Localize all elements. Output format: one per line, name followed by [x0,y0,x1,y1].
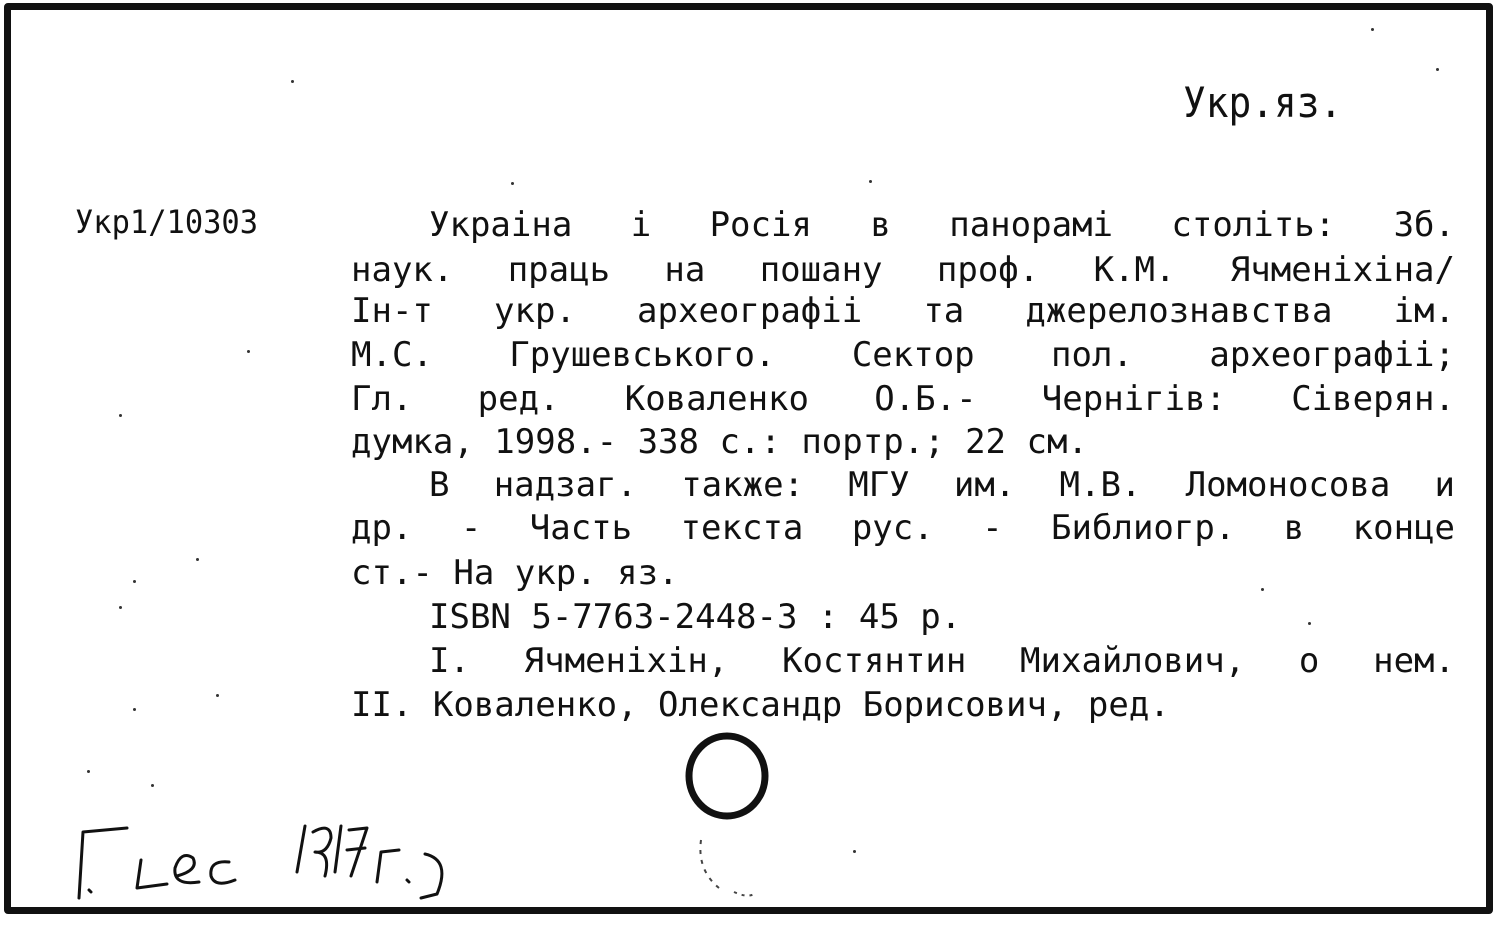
speck [133,708,136,711]
speck [853,850,856,853]
speck [151,784,154,787]
speck [87,770,90,773]
added-entry-2: II. Коваленко, Олександр Борисович, ред. [351,685,1170,725]
note-line-3: ст.- На укр. яз. [351,553,679,593]
title-line-1: Украіна і Росія в панорамі століть: Зб. [429,205,1455,245]
note-line-2: др. - Часть текста рус. - Библиогр. в конце [351,508,1455,548]
speck [1371,28,1374,31]
speck [119,606,122,609]
speck [1436,68,1439,71]
language-tag: Укр.яз. [1183,78,1343,127]
imprint-line-2: думка, 1998.- 338 с.: портр.; 22 см. [351,422,1088,462]
imprint-line-1: Гл. ред. Коваленко О.Б.- Чернігів: Сіверян. [351,379,1455,419]
title-line-4: М.С. Грушевського. Сектор пол. археографіі; [351,335,1455,375]
speck [1261,588,1264,591]
speck [216,694,219,697]
stamp-circle-icon [679,730,789,910]
title-line-2: наук. праць на пошану проф. К.М. Ячменіхіна/ [351,250,1455,290]
speck [869,180,872,183]
isbn-line: ISBN 5-7763-2448-3 : 45 р. [429,597,962,637]
added-entry-1: I. Ячменіхін, Костянтин Михайлович, о нем. [429,641,1455,681]
speck [1308,622,1311,625]
speck [196,558,199,561]
speck [247,350,250,353]
call-number: Укр1/10303 [75,203,259,241]
speck [133,580,136,583]
catalog-card [4,3,1493,914]
title-line-3: Ін-т укр. археографіі та джерелознавства ім. [351,291,1455,331]
handwritten-note [69,810,499,910]
speck [291,80,294,83]
note-line-1: В надзаг. также: МГУ им. М.В. Ломоносова и [429,465,1455,505]
speck [119,414,122,417]
speck [511,182,514,185]
